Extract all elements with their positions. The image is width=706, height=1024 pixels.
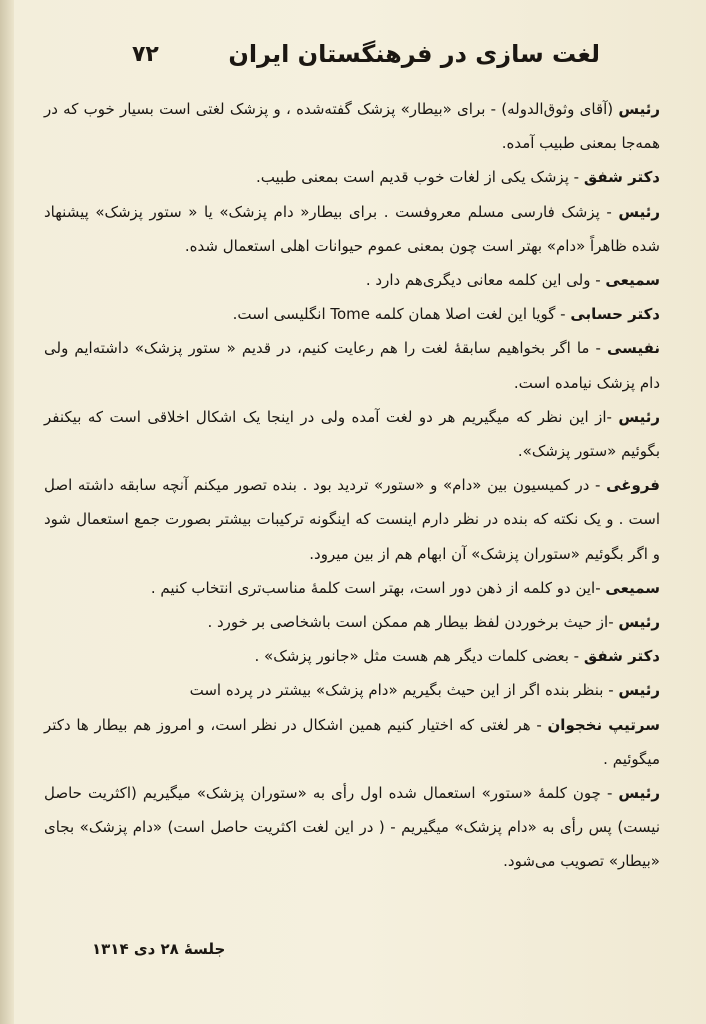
speaker-name: رئیس xyxy=(618,681,660,700)
speaker-name: سمیعی xyxy=(605,578,660,597)
speech-text: - هر لغتی که اختیار کنیم همین اشکال در نظر است، و امروز هم بیطار ها دکتر میگوئیم . xyxy=(44,715,660,768)
speaker-name: دکتر شفق xyxy=(583,168,660,187)
speech-text: (آقای وثوق‌الدوله) - برای «بیطار» پزشک گفته‌شده ، و پزشک لغتی است بسیار خوب که در همه‌جا بمعنی طبیب آمده. xyxy=(44,100,660,153)
speech-text: - در کمیسیون بین «دام» و «ستور» تردید بود . بنده تصور میکنم آنچه سابقه داشته اصل است . و یک نکته که بنده در نظر دارم اینست که اینگونه ترکیبات بیشتر بصورت جمع استعمال شود و اگر بگوئیم «ستوران پزشک» آن ابهام هم از بین میرود. xyxy=(44,476,660,563)
transcript-paragraph xyxy=(44,263,660,297)
speaker-name: سرتیپ نخجوان xyxy=(547,715,660,734)
speaker-name: رئیس xyxy=(618,613,660,632)
transcript-body xyxy=(44,92,660,879)
page-header xyxy=(44,36,660,80)
speaker-name: سمیعی xyxy=(605,271,660,290)
speech-text: - پزشک فارسی مسلم معروفست . برای بیطار« دام پزشک» یا « ستور پزشک» پیشنهاد شده ظاهراً «دام» بهتر است چون بمعنی عموم حیوانات اهلی استعمال شده. xyxy=(44,202,660,255)
speech-text: - ما اگر بخواهیم سابقهٔ لغت را هم رعایت کنیم، در قدیم « ستور پزشک» داشته‌ایم ولی دام پزشک نیامده است. xyxy=(44,339,660,392)
speaker-name: فروغی xyxy=(606,476,660,495)
speaker-name: دکتر شفق xyxy=(583,647,660,666)
page-spine-shadow xyxy=(0,0,14,1024)
transcript-paragraph xyxy=(44,571,660,605)
speech-text: -از حیث برخوردن لفظ بیطار هم ممکن است باشخاصی بر خورد . xyxy=(207,613,619,632)
speaker-name: نفیسی xyxy=(607,339,660,358)
transcript-paragraph xyxy=(44,331,660,399)
speech-text: -این دو کلمه از ذهن دور است، بهتر است کلمهٔ مناسب‌تری انتخاب کنیم . xyxy=(150,578,606,597)
speaker-name: رئیس xyxy=(618,407,660,426)
transcript-paragraph xyxy=(44,605,660,639)
speech-text: - پزشک یکی از لغات خوب قدیم است بمعنی طبیب. xyxy=(256,168,584,187)
transcript-paragraph xyxy=(44,776,660,879)
transcript-paragraph xyxy=(44,297,660,331)
speech-text: -از این نظر که میگیریم هر دو لغت آمده ولی در اینجا یک اشکال اخلاقی است که بیکنفر بگوئیم «ستور پزشک». xyxy=(44,407,660,461)
speaker-name: رئیس xyxy=(618,784,660,803)
page-title: لغت سازی در فرهنگستان ایران xyxy=(228,40,600,68)
transcript-paragraph xyxy=(44,195,660,263)
transcript-paragraph xyxy=(44,639,660,673)
speech-text: - گویا این لغت اصلا همان کلمه Tome انگلیسی است. xyxy=(232,305,571,324)
transcript-paragraph xyxy=(44,673,660,707)
transcript-paragraph xyxy=(44,708,660,776)
transcript-paragraph xyxy=(44,400,660,468)
transcript-paragraph xyxy=(44,468,660,571)
speech-text: - بعضی کلمات دیگر هم هست مثل «جانور پزشک» . xyxy=(254,647,584,666)
page-number: ۷۲ xyxy=(132,42,159,67)
session-date: جلسهٔ ۲۸ دی ۱۳۱۴ xyxy=(92,940,226,958)
transcript-paragraph xyxy=(44,92,660,160)
speaker-name: دکتر حسابی xyxy=(570,305,660,324)
transcript-paragraph xyxy=(44,160,660,194)
speech-text: - چون کلمهٔ «ستور» استعمال شده اول رأی به «ستوران پزشک» میگیریم (اکثریت حاصل نیست) پس رأی به «دام پزشک» میگیریم - ( در این لغت اکثریت حاصل است) «دام پزشک» بجای «بیطار» تصویب می‌شود. xyxy=(44,784,660,871)
speech-text: - بنظر بنده اگر از این حیث بگیریم «دام پزشک» بیشتر در پرده است xyxy=(189,681,619,700)
speech-text: - ولی این کلمه معانی دیگری‌هم دارد . xyxy=(365,271,606,290)
page-content xyxy=(44,36,660,879)
speaker-name: رئیس xyxy=(618,202,660,221)
speaker-name: رئیس xyxy=(618,100,660,118)
